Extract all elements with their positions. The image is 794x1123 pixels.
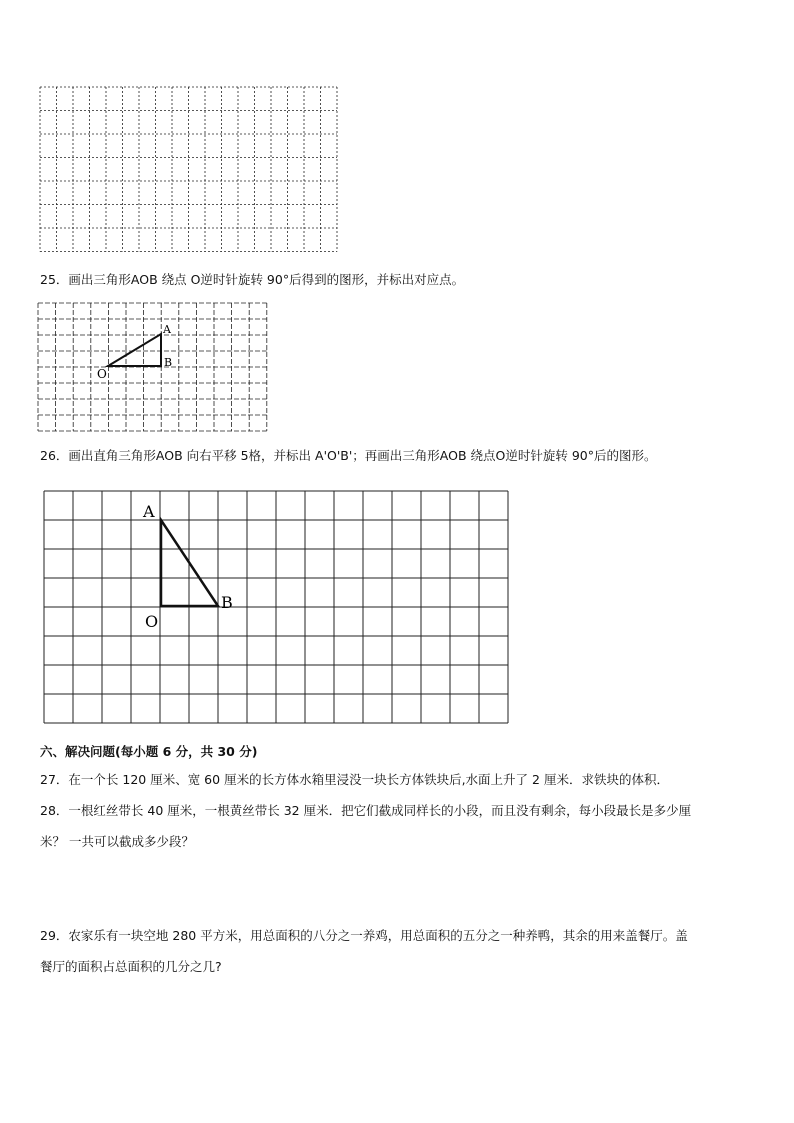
- label-o-large: O: [145, 612, 159, 631]
- label-b-large: B: [221, 593, 233, 612]
- question-27-text: 27．在一个长 120 厘米、宽 60 厘米的长方体水箱里浸没一块长方体铁块后,水面上升了 2 厘米．求铁块的体积．: [40, 772, 669, 787]
- question-28-line-2: 米？ 一共可以截成多少段？: [40, 834, 194, 849]
- question-29-line-2: 餐厅的面积占总面积的几分之几?: [40, 959, 222, 974]
- question-25-text: 25．画出三角形AOB 绕点 O逆时针旋转 90°后得到的图形，并标出对应点。: [40, 272, 465, 287]
- question-26-text: 26．画出直角三角形AOB 向右平移 5格，并标出 A'O'B'；再画出三角形AOB 绕点O逆时针旋转 90°后的图形。: [40, 448, 657, 463]
- label-a-small: A: [163, 323, 171, 336]
- label-b-small: B: [164, 356, 173, 369]
- label-o-small: O: [97, 367, 107, 381]
- question-28-line-1: 28．一根红丝带长 40 厘米，一根黄丝带长 32 厘米．把它们截成同样长的小段，而且没有剩余，每小段最长是多少厘: [40, 803, 692, 818]
- question-29-line-1: 29．农家乐有一块空地 280 平方米，用总面积的八分之一养鸡，用总面积的五分之一种养鸭，其余的用来盖餐厅。盖: [40, 928, 688, 943]
- section-6-heading: 六、解决问题(每小题 6 分，共 30 分): [40, 744, 258, 759]
- label-a-large: A: [143, 502, 155, 521]
